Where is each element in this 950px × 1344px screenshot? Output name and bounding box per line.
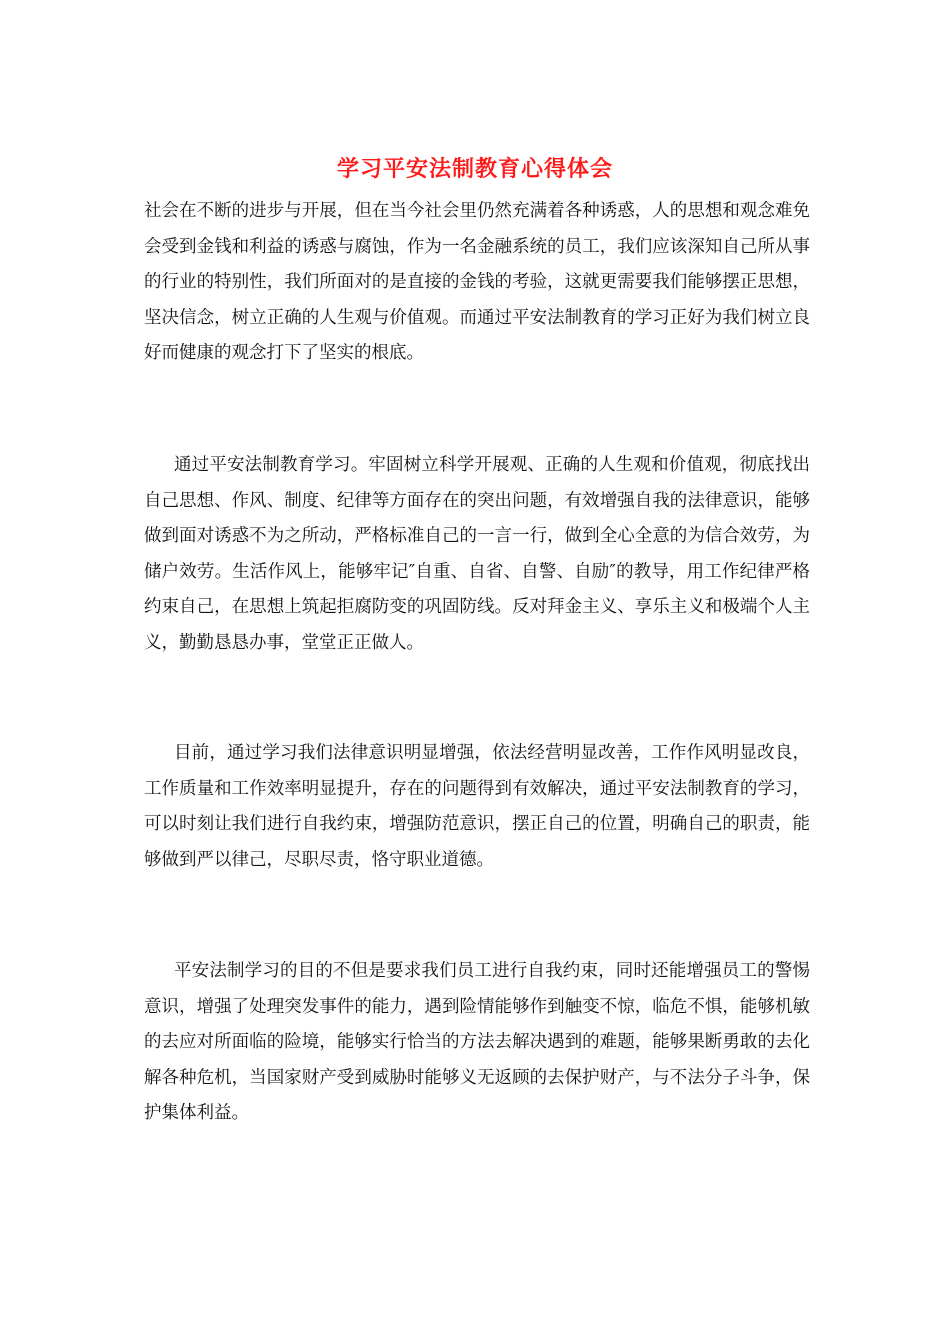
paragraph-1: 社会在不断的进步与开展，但在当今社会里仍然充满着各种诱惑，人的思想和观念难免会受到金钱和利益的诱惑与腐蚀，作为一名金融系统的员工，我们应该深知自己所从事的行业的特别性，我们所面对的是直接的金钱的考验，这就更需要我们能够摆正思想，坚决信念，树立正确的人生观与价值观。而通过平安法制教育的学习正好为我们树立良好而健康的观念打下了坚实的根底。 (144, 201, 810, 363)
paragraph-2: 通过平安法制教育学习。牢固树立科学开展观、正确的人生观和价值观，彻底找出自己思想、作风、制度、纪律等方面存在的突出问题，有效增强自我的法律意识，能够做到面对诱惑不为之所动，严格标准自己的一言一行，做到全心全意的为信合效劳，为储户效劳。生活作风上，能够牢记″自重、自省、自警、自励″的教导，用工作纪律严格约束自己，在思想上筑起拒腐防变的巩固防线。反对拜金主义、享乐主义和极端个人主义，勤勤恳恳办事，堂堂正正做人。 (144, 455, 810, 653)
document-title: 学习平安法制教育心得体会 (336, 156, 613, 182)
paragraph-4: 平安法制学习的目的不但是要求我们员工进行自我约束，同时还能增强员工的警惕意识，增强了处理突发事件的能力，遇到险情能够作到触变不惊，临危不惧，能够机敏的去应对所面临的险境，能够实行恰当的方法去解决遇到的难题，能够果断勇敢的去化解各种危机，当国家财产受到威胁时能够义无返顾的去保护财产，与不法分子斗争，保护集体利益。 (144, 961, 810, 1123)
paragraph-3: 目前，通过学习我们法律意识明显增强，依法经营明显改善，工作作风明显改良，工作质量和工作效率明显提升，存在的问题得到有效解决，通过平安法制教育的学习，可以时刻让我们进行自我约束，增强防范意识，摆正自己的位置，明确自己的职责，能够做到严以律己，尽职尽责，恪守职业道德。 (144, 743, 810, 870)
